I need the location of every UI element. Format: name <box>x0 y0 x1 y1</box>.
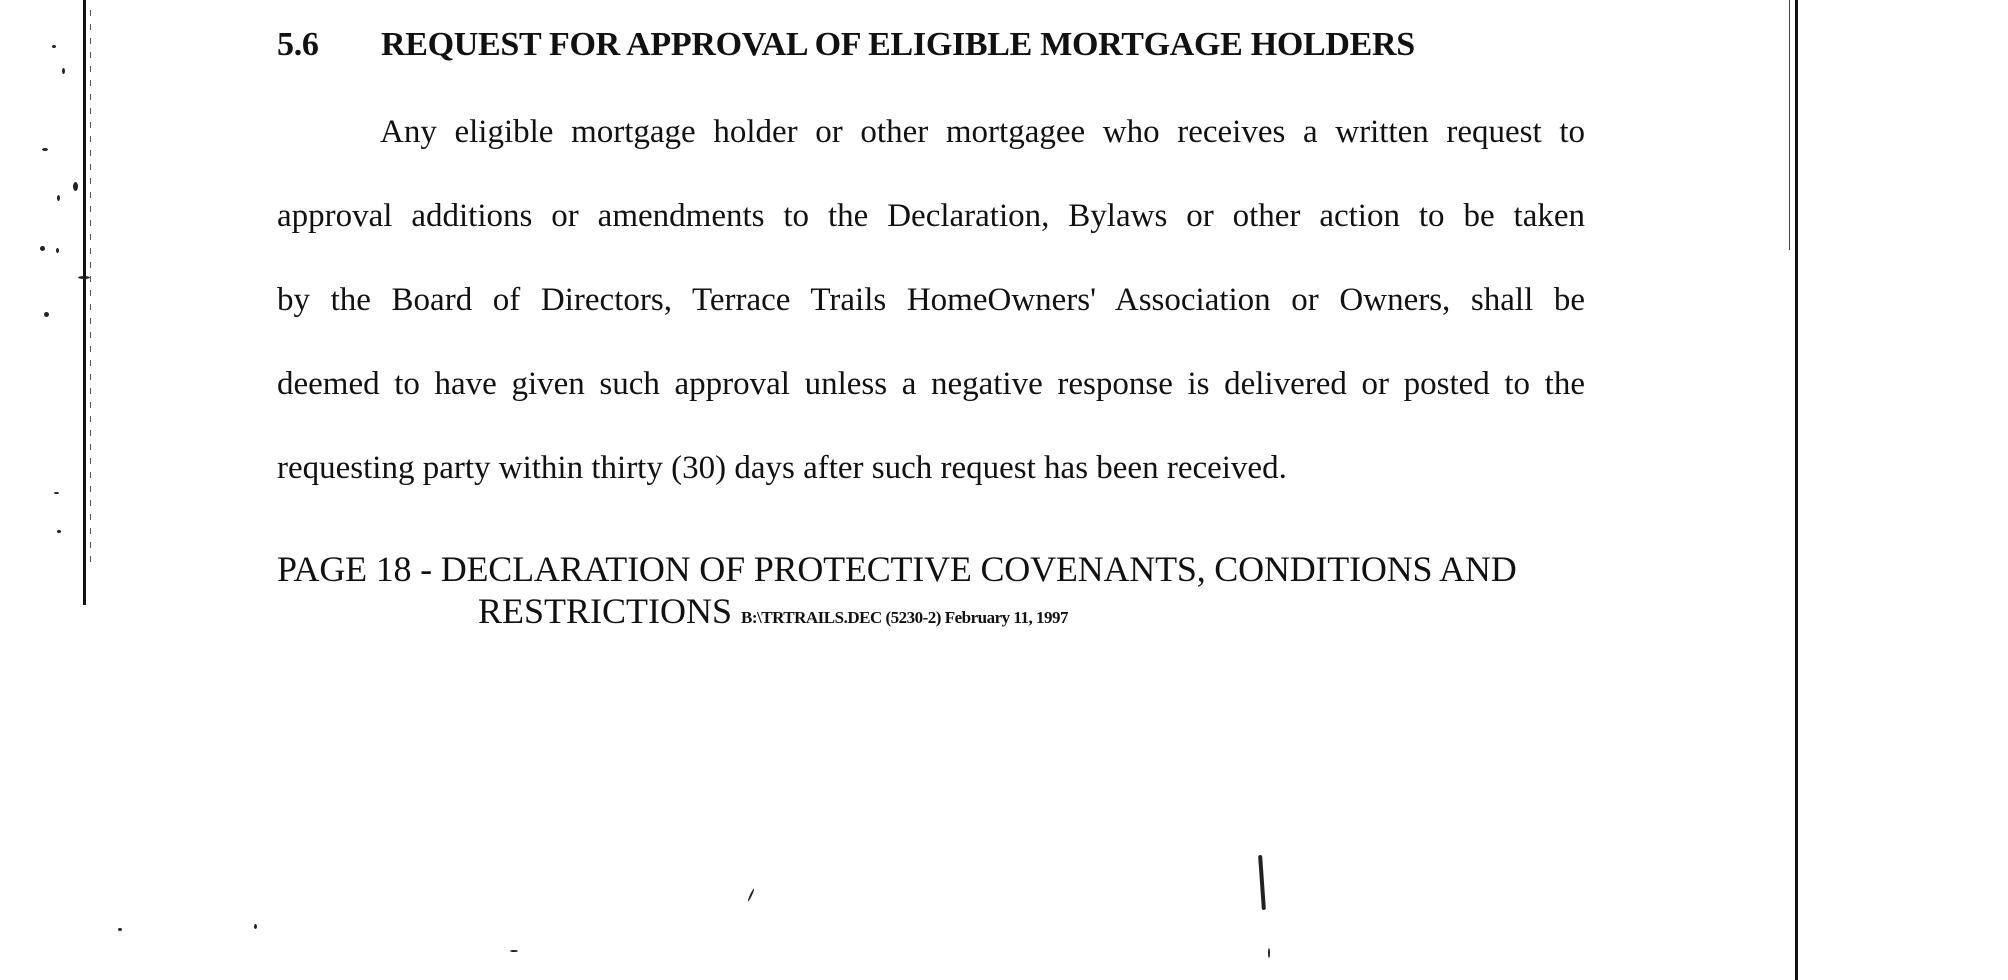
scan-speck <box>57 530 61 533</box>
scan-speck <box>42 148 48 151</box>
section-number: 5.6 <box>277 26 319 63</box>
footer-restrictions-word: RESTRICTIONS <box>478 591 733 631</box>
scan-speck <box>254 924 257 929</box>
scan-speck <box>73 182 78 191</box>
left-margin-rule <box>83 0 86 605</box>
paragraph-line: Any eligible mortgage holder or other mortgagee who receives a written request to <box>380 114 1585 150</box>
right-margin-thin-rule <box>1789 0 1790 250</box>
page-footer-title: PAGE 18 - DECLARATION OF PROTECTIVE COVENANTS, CONDITIONS AND <box>277 549 1517 589</box>
scan-speck <box>56 248 59 253</box>
scan-speck <box>1258 855 1266 910</box>
scan-speck <box>54 492 59 494</box>
scan-speck <box>44 312 49 317</box>
paragraph-line: approval additions or amendments to the Declaration, Bylaws or other action to be taken <box>277 198 1585 234</box>
paragraph-line: by the Board of Directors, Terrace Trails HomeOwners' Association or Owners, shall be <box>277 282 1585 318</box>
scan-speck <box>747 888 755 902</box>
scan-speck <box>510 950 518 952</box>
page-footer-continuation <box>478 590 1068 632</box>
section-heading <box>277 26 1415 64</box>
left-margin-dotted-rule <box>90 10 91 570</box>
section-title: REQUEST FOR APPROVAL OF ELIGIBLE MORTGAGE HOLDERS <box>381 26 1415 63</box>
scan-speck <box>1268 948 1270 958</box>
scan-speck <box>57 195 60 201</box>
scan-speck <box>62 68 65 74</box>
scan-speck <box>52 45 56 48</box>
footer-file-reference: B:\TRTRAILS.DEC (5230-2) February 11, 1997 <box>741 608 1068 627</box>
right-margin-rule <box>1795 0 1798 980</box>
scan-speck <box>78 276 90 279</box>
paragraph-line: deemed to have given such approval unless a negative response is delivered or posted to the <box>277 366 1585 402</box>
paragraph-line: requesting party within thirty (30) days after such request has been received. <box>277 450 1287 486</box>
scan-speck <box>118 928 122 931</box>
scan-speck <box>40 246 45 251</box>
